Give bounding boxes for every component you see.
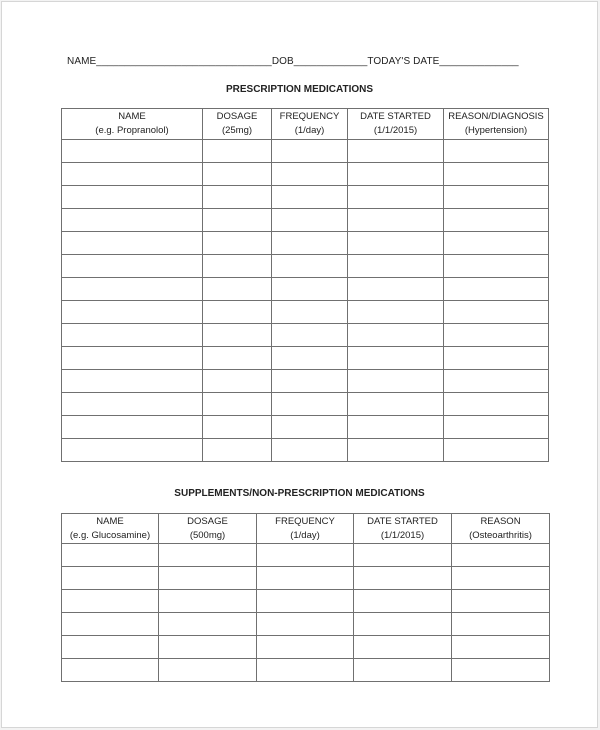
table-row	[62, 370, 549, 393]
entry-cell[interactable]	[444, 301, 549, 324]
entry-cell[interactable]	[444, 439, 549, 462]
entry-cell[interactable]	[62, 324, 203, 347]
entry-cell[interactable]	[452, 544, 550, 567]
table-row	[62, 416, 549, 439]
entry-cell[interactable]	[348, 232, 444, 255]
entry-cell[interactable]	[444, 416, 549, 439]
table-row	[62, 590, 550, 613]
entry-cell[interactable]	[62, 163, 203, 186]
prescription-title: PRESCRIPTION MEDICATIONS	[225, 84, 374, 95]
entry-cell[interactable]	[348, 393, 444, 416]
entry-cell[interactable]	[272, 278, 348, 301]
entry-cell[interactable]	[452, 613, 550, 636]
entry-cell[interactable]	[272, 186, 348, 209]
entry-cell[interactable]	[257, 544, 354, 567]
entry-cell[interactable]	[272, 301, 348, 324]
entry-cell[interactable]	[62, 301, 203, 324]
entry-cell[interactable]	[272, 255, 348, 278]
entry-cell[interactable]	[62, 636, 159, 659]
supplements-table	[61, 513, 550, 682]
entry-cell[interactable]	[159, 567, 257, 590]
table-row	[62, 255, 549, 278]
table-row	[62, 439, 549, 462]
entry-cell[interactable]	[62, 439, 203, 462]
entry-cell[interactable]	[203, 209, 272, 232]
table-header-row	[62, 109, 549, 140]
entry-cell[interactable]	[203, 324, 272, 347]
entry-cell[interactable]	[444, 186, 549, 209]
col-date-started-header: DATE STARTED (1/1/2015)	[348, 109, 444, 140]
dob-blank[interactable]: _____________	[293, 56, 368, 67]
entry-cell[interactable]	[354, 659, 452, 682]
entry-cell[interactable]	[452, 636, 550, 659]
entry-cell[interactable]	[348, 416, 444, 439]
table-row	[62, 232, 549, 255]
entry-cell[interactable]	[62, 416, 203, 439]
col-dosage-header: DOSAGE (25mg)	[203, 109, 272, 140]
entry-cell[interactable]	[348, 163, 444, 186]
table-row	[62, 278, 549, 301]
entry-cell[interactable]	[62, 232, 203, 255]
col-name-header: NAME (e.g. Glucosamine)	[62, 514, 159, 544]
entry-cell[interactable]	[348, 255, 444, 278]
entry-cell[interactable]	[444, 324, 549, 347]
col-frequency-header: FREQUENCY (1/day)	[272, 109, 348, 140]
entry-cell[interactable]	[62, 347, 203, 370]
table-row	[62, 613, 550, 636]
entry-cell[interactable]	[444, 209, 549, 232]
entry-cell[interactable]	[272, 209, 348, 232]
entry-cell[interactable]	[257, 567, 354, 590]
col-reason-header: REASON/DIAGNOSIS (Hypertension)	[444, 109, 549, 140]
entry-cell[interactable]	[444, 255, 549, 278]
table-row	[62, 636, 550, 659]
entry-cell[interactable]	[203, 439, 272, 462]
todays-date-blank[interactable]: ______________	[439, 56, 519, 67]
entry-cell[interactable]	[444, 232, 549, 255]
name-blank[interactable]: _______________________________	[96, 56, 272, 67]
entry-cell[interactable]	[62, 186, 203, 209]
prescription-table	[61, 108, 549, 462]
entry-cell[interactable]	[348, 301, 444, 324]
table-row	[62, 544, 550, 567]
entry-cell[interactable]	[62, 370, 203, 393]
entry-cell[interactable]	[272, 347, 348, 370]
table-row	[62, 659, 550, 682]
entry-cell[interactable]	[348, 324, 444, 347]
entry-cell[interactable]	[257, 613, 354, 636]
entry-cell[interactable]	[272, 370, 348, 393]
entry-cell[interactable]	[257, 636, 354, 659]
entry-cell[interactable]	[348, 347, 444, 370]
col-name-header: NAME (e.g. Propranolol)	[62, 109, 203, 140]
entry-cell[interactable]	[348, 278, 444, 301]
entry-cell[interactable]	[62, 209, 203, 232]
entry-cell[interactable]	[203, 416, 272, 439]
entry-cell[interactable]	[354, 567, 452, 590]
entry-cell[interactable]	[203, 347, 272, 370]
table-row	[62, 567, 550, 590]
table-row	[62, 163, 549, 186]
entry-cell[interactable]	[452, 659, 550, 682]
entry-cell[interactable]	[272, 324, 348, 347]
entry-cell[interactable]	[348, 209, 444, 232]
entry-cell[interactable]	[62, 659, 159, 682]
entry-cell[interactable]	[62, 544, 159, 567]
entry-cell[interactable]	[272, 393, 348, 416]
entry-cell[interactable]	[203, 301, 272, 324]
entry-cell[interactable]	[354, 544, 452, 567]
entry-cell[interactable]	[203, 370, 272, 393]
name-label: NAME	[67, 56, 97, 67]
entry-cell[interactable]	[62, 140, 203, 163]
entry-cell[interactable]	[159, 613, 257, 636]
entry-cell[interactable]	[272, 140, 348, 163]
table-header-row	[62, 514, 550, 544]
entry-cell[interactable]	[348, 370, 444, 393]
entry-cell[interactable]	[203, 255, 272, 278]
table-row	[62, 186, 549, 209]
entry-cell[interactable]	[354, 613, 452, 636]
entry-cell[interactable]	[444, 370, 549, 393]
entry-cell[interactable]	[203, 393, 272, 416]
entry-cell[interactable]	[62, 590, 159, 613]
entry-cell[interactable]	[354, 636, 452, 659]
entry-cell[interactable]	[444, 163, 549, 186]
entry-cell[interactable]	[452, 590, 550, 613]
table-row	[62, 347, 549, 370]
entry-cell[interactable]	[62, 567, 159, 590]
entry-cell[interactable]	[203, 186, 272, 209]
entry-cell[interactable]	[444, 278, 549, 301]
entry-cell[interactable]	[62, 255, 203, 278]
col-date-started-header: DATE STARTED (1/1/2015)	[354, 514, 452, 544]
entry-cell[interactable]	[354, 590, 452, 613]
entry-cell[interactable]	[452, 567, 550, 590]
entry-cell[interactable]	[444, 393, 549, 416]
entry-cell[interactable]	[272, 163, 348, 186]
entry-cell[interactable]	[203, 140, 272, 163]
table-row	[62, 324, 549, 347]
entry-cell[interactable]	[62, 393, 203, 416]
entry-cell[interactable]	[257, 659, 354, 682]
entry-cell[interactable]	[203, 232, 272, 255]
entry-cell[interactable]	[159, 590, 257, 613]
entry-cell[interactable]	[348, 186, 444, 209]
entry-cell[interactable]	[348, 439, 444, 462]
entry-cell[interactable]	[62, 613, 159, 636]
form-page	[1, 1, 598, 728]
table-row	[62, 140, 549, 163]
table-row	[62, 301, 549, 324]
entry-cell[interactable]	[348, 140, 444, 163]
patient-info-line	[67, 56, 519, 67]
table-row	[62, 393, 549, 416]
entry-cell[interactable]	[62, 278, 203, 301]
entry-cell[interactable]	[444, 347, 549, 370]
dob-label: DOB	[271, 56, 294, 67]
entry-cell[interactable]	[203, 163, 272, 186]
todays-date-label: TODAY'S DATE	[367, 56, 440, 67]
table-row	[62, 209, 549, 232]
entry-cell[interactable]	[272, 232, 348, 255]
entry-cell[interactable]	[444, 140, 549, 163]
entry-cell[interactable]	[257, 590, 354, 613]
entry-cell[interactable]	[272, 416, 348, 439]
entry-cell[interactable]	[159, 544, 257, 567]
supplements-title: SUPPLEMENTS/NON-PRESCRIPTION MEDICATIONS	[174, 488, 425, 499]
col-frequency-header: FREQUENCY (1/day)	[257, 514, 354, 544]
col-reason-header: REASON (Osteoarthritis)	[452, 514, 550, 544]
entry-cell[interactable]	[203, 278, 272, 301]
col-dosage-header: DOSAGE (500mg)	[159, 514, 257, 544]
entry-cell[interactable]	[159, 636, 257, 659]
entry-cell[interactable]	[159, 659, 257, 682]
entry-cell[interactable]	[272, 439, 348, 462]
